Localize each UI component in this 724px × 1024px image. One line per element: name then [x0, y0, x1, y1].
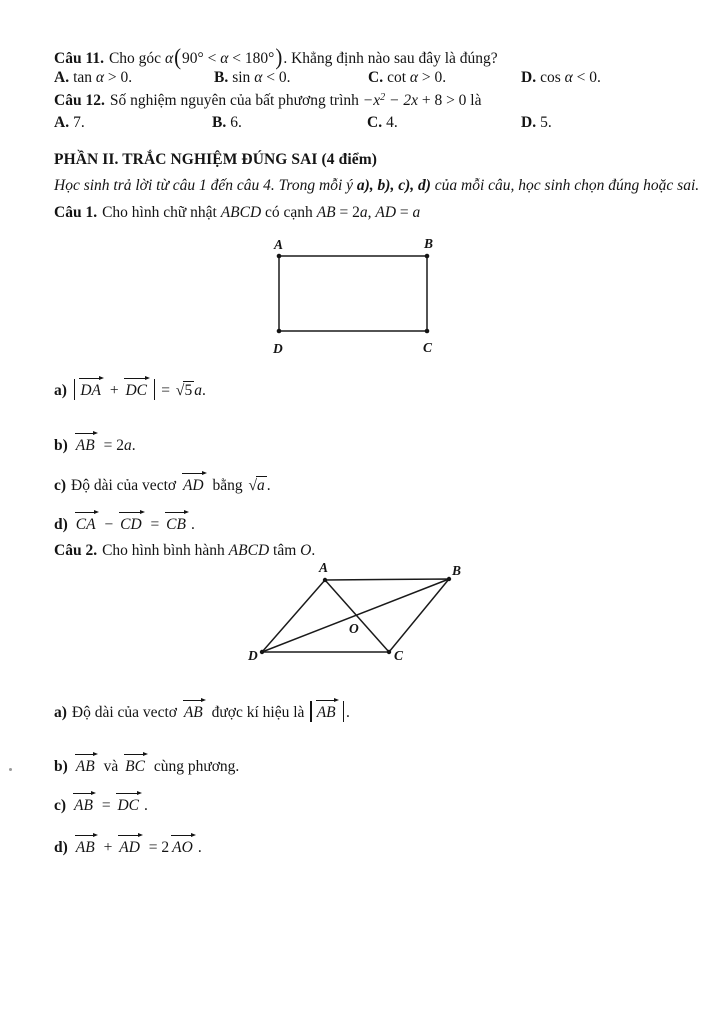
- question-11-option-d: D. cos α < 0.: [521, 69, 601, 86]
- question-1: [54, 203, 420, 222]
- question-2-item-b: b) AB và BC cùng phương.: [54, 758, 240, 775]
- question-1-item-b: b) AB = 2a.: [54, 437, 136, 454]
- section-heading: PHẦN II. TRẮC NGHIỆM ĐÚNG SAI (4 điểm): [54, 151, 377, 168]
- question-2-text: Cho hình bình hành ABCD tâm O.: [102, 542, 316, 559]
- question-11-option-c: C. cot α > 0.: [368, 69, 447, 86]
- question-11: [54, 44, 498, 70]
- vertex-label-b: B: [452, 563, 462, 578]
- vertex-dot-b: [447, 577, 451, 581]
- question-12-option-b: B. 6.: [212, 114, 242, 131]
- vertex-label-c: C: [394, 648, 404, 663]
- question-1-item-a: a) DA + DC = √5 a.: [54, 379, 206, 400]
- question-11-option-b: B. sin α < 0.: [214, 69, 291, 86]
- vertex-label-d: D: [248, 648, 258, 663]
- question-12-text: Số nghiệm nguyên của bất phương trình $-x^2 - 2x + 8 > 0$ là: [109, 92, 482, 109]
- vertex-dot-a: [277, 254, 282, 259]
- question-2-item-d: d) AB + AD = 2 AO .: [54, 839, 202, 856]
- stray-mark: [9, 768, 12, 771]
- diagonal-db: [262, 579, 449, 652]
- question-12-option-c: C. 4.: [367, 114, 398, 131]
- question-1-label: Câu 1.: [54, 204, 98, 221]
- question-1-item-c: c) Độ dài của vectơ AD bằng √a .: [54, 477, 271, 494]
- question-12-option-a: A. 7.: [54, 114, 85, 131]
- question-12-option-d: D. 5.: [521, 114, 552, 131]
- question-12-label: Câu 12.: [54, 92, 105, 109]
- vertex-label-c: C: [423, 340, 433, 355]
- vertex-dot-a: [323, 578, 327, 582]
- question-12: [54, 91, 482, 110]
- vertex-dot-d: [277, 329, 282, 334]
- vertex-label-a: A: [319, 560, 329, 575]
- parallelogram-diagram: [238, 556, 478, 678]
- question-2-label: Câu 2.: [54, 542, 98, 559]
- vertex-dot-c: [387, 650, 391, 654]
- question-11-label: Câu 11.: [54, 49, 104, 67]
- section-note: Học sinh trả lời từ câu 1 đến câu 4. Trong mỗi ý a), b), c), d) của mỗi câu, học sinh chọn đúng hoặc sai.: [54, 177, 700, 194]
- rectangle-diagram: [245, 230, 465, 365]
- question-2-item-a: a) Độ dài của vectơ AB được kí hiệu là AB .: [54, 701, 350, 722]
- question-1-item-d: d) CA − CD = CB .: [54, 516, 195, 533]
- rectangle-shape: [279, 256, 427, 331]
- vertex-label-a: A: [274, 237, 284, 252]
- question-2-item-c: c) AB = DC .: [54, 797, 148, 814]
- question-1-text: Cho hình chữ nhật ABCD có cạnh AB = 2a, AD = a: [102, 204, 421, 221]
- diagonal-ac: [325, 580, 389, 652]
- center-label-o: O: [349, 621, 359, 636]
- vertex-label-d: D: [273, 341, 283, 356]
- question-11-text: Cho góc α(90° < α < 180°). Khẳng định nào sau đây là đúng?: [108, 43, 498, 71]
- vertex-dot-c: [425, 329, 430, 334]
- vertex-label-b: B: [424, 236, 434, 251]
- vertex-dot-d: [260, 650, 264, 654]
- question-11-option-a: A. tan α > 0.: [54, 69, 133, 86]
- vertex-dot-b: [425, 254, 430, 259]
